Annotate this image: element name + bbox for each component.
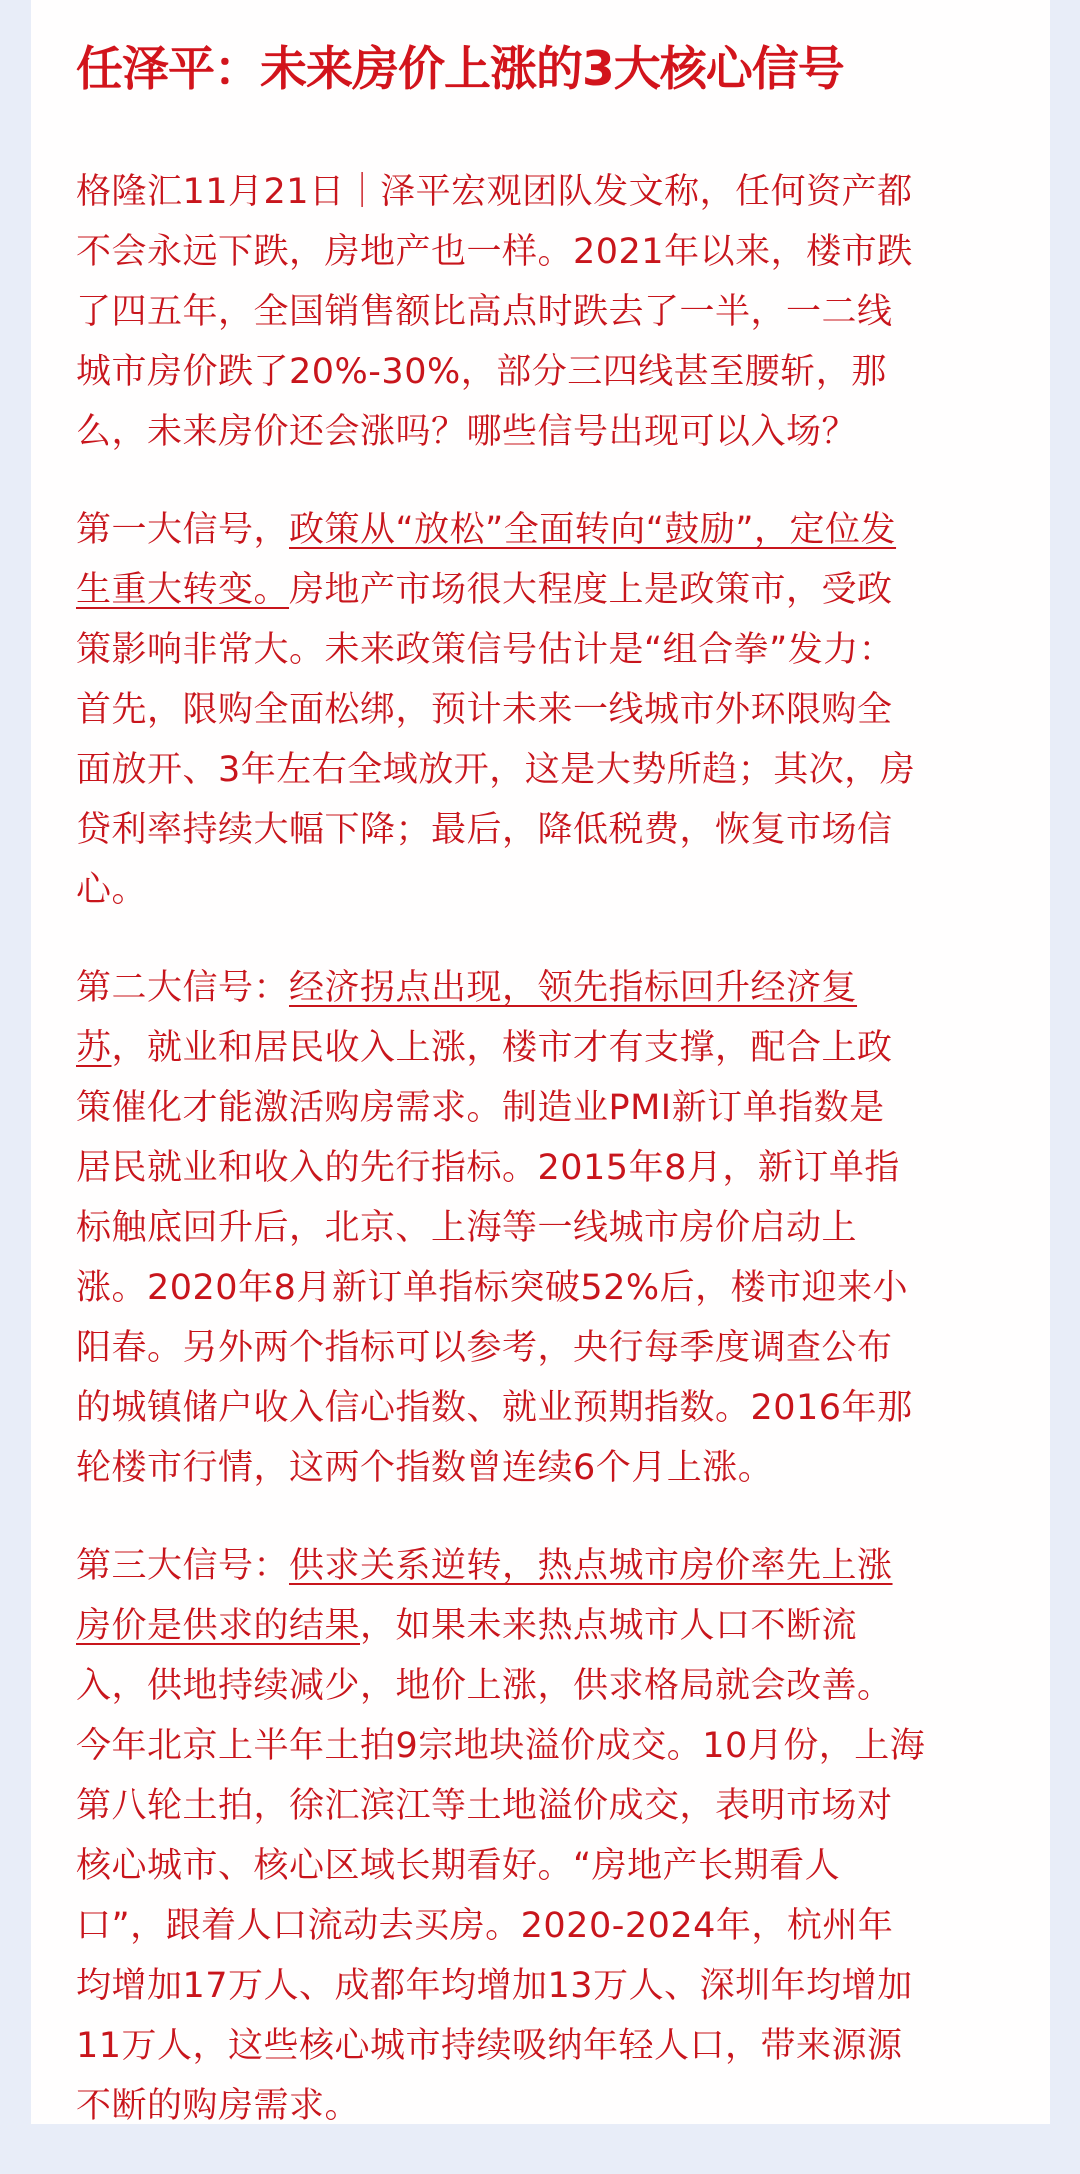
text-segment: 涨。2020年8月新订单指标突破52%后，楼市迎来小 [76, 1268, 909, 1308]
text-segment: 心。 [76, 870, 148, 910]
text-line [76, 1776, 1030, 1836]
text-segment: 今年北京上半年土拍9宗地块溢价成交。10月份，上海 [76, 1726, 926, 1766]
underlined-text: 经济拐点出现，领先指标回升经济复 [289, 968, 858, 1008]
text-line [76, 1018, 1030, 1078]
text-segment: 第一大信号， [76, 510, 290, 550]
text-line [76, 2016, 1030, 2076]
article-title: 任泽平：未来房价上涨的3大核心信号 [76, 42, 844, 97]
text-segment: 的城镇储户收入信心指数、就业预期指数。2016年那 [76, 1388, 913, 1428]
text-line [76, 402, 1030, 462]
text-segment: 么，未来房价还会涨吗？哪些信号出现可以入场？ [76, 412, 858, 452]
text-line [76, 560, 1030, 620]
text-line [76, 1078, 1030, 1138]
text-line [76, 958, 1030, 1018]
paragraph [76, 958, 1030, 1498]
underlined-text: 生重大转变。 [76, 570, 290, 610]
text-line [76, 1198, 1030, 1258]
text-segment: 面放开、3年左右全域放开，这是大势所趋；其次，房 [76, 750, 916, 790]
text-segment: 房地产市场很大程度上是政策市，受政 [289, 570, 893, 610]
text-line [76, 162, 1030, 222]
text-line [76, 500, 1030, 560]
text-segment: ，如果未来热点城市人口不断流 [360, 1606, 858, 1646]
text-line [76, 222, 1030, 282]
paragraph [76, 500, 1030, 920]
text-segment: 轮楼市行情，这两个指数曾连续6个月上涨。 [76, 1448, 774, 1488]
text-line [76, 1378, 1030, 1438]
text-line [76, 800, 1030, 860]
article-body [76, 162, 1030, 2174]
underlined-text: 房价是供求的结果 [76, 1606, 361, 1646]
paragraph [76, 1536, 1030, 2136]
text-segment: 第八轮土拍，徐汇滨江等土地溢价成交，表明市场对 [76, 1786, 893, 1826]
text-line [76, 1896, 1030, 1956]
text-line [76, 1956, 1030, 2016]
text-segment: 第三大信号： [76, 1546, 290, 1586]
text-segment: 居民就业和收入的先行指标。2015年8月，新订单指 [76, 1148, 900, 1188]
text-segment: 阳春。另外两个指标可以参考，央行每季度调查公布 [76, 1328, 893, 1368]
text-segment: 了四五年，全国销售额比高点时跌去了一半，一二线 [76, 292, 893, 332]
text-segment: 策影响非常大。未来政策信号估计是“组合拳”发力： [76, 630, 895, 670]
text-segment: 均增加17万人、成都年均增加13万人、深圳年均增加 [76, 1966, 913, 2006]
text-segment: 策催化才能激活购房需求。制造业PMI新订单指数是 [76, 1088, 885, 1128]
text-line [76, 2076, 1030, 2136]
text-segment: 核心城市、核心区域长期看好。“房地产长期看人 [76, 1846, 841, 1886]
text-segment: 不断的购房需求。 [76, 2086, 361, 2126]
text-segment: 第二大信号： [76, 968, 290, 1008]
text-segment: 入，供地持续减少，地价上涨，供求格局就会改善。 [76, 1666, 893, 1706]
text-segment: 不会永远下跌，房地产也一样。2021年以来，楼市跌 [76, 232, 913, 272]
article-card [31, 0, 1050, 2124]
text-segment: 口”，跟着人口流动去买房。2020-2024年，杭州年 [76, 1906, 894, 1946]
text-line [76, 740, 1030, 800]
text-line [76, 282, 1030, 342]
text-line [76, 1836, 1030, 1896]
text-line [76, 1318, 1030, 1378]
text-line [76, 1438, 1030, 1498]
text-segment: 11万人，这些核心城市持续吸纳年轻人口，带来源源 [76, 2026, 903, 2066]
text-segment: 标触底回升后，北京、上海等一线城市房价启动上 [76, 1208, 858, 1248]
text-segment: 首先，限购全面松绑，预计未来一线城市外环限购全 [76, 690, 893, 730]
text-line [76, 620, 1030, 680]
text-line [76, 342, 1030, 402]
text-segment: 城市房价跌了20%-30%，部分三四线甚至腰斩，那 [76, 352, 887, 392]
text-line [76, 680, 1030, 740]
text-segment: 格隆汇11月21日｜泽平宏观团队发文称，任何资产都 [76, 172, 913, 212]
text-segment: 贷利率持续大幅下降；最后，降低税费，恢复市场信 [76, 810, 893, 850]
text-line [76, 1138, 1030, 1198]
text-line [76, 1258, 1030, 1318]
underlined-text: 政策从“放松”全面转向“鼓励”，定位发 [289, 510, 897, 550]
text-segment: ，就业和居民收入上涨，楼市才有支撑，配合上政 [111, 1028, 893, 1068]
text-line [76, 1716, 1030, 1776]
text-line [76, 1656, 1030, 1716]
underlined-text: 供求关系逆转，热点城市房价率先上涨 [289, 1546, 893, 1586]
text-line [76, 1536, 1030, 1596]
text-line [76, 1596, 1030, 1656]
paragraph [76, 162, 1030, 462]
underlined-text: 苏 [76, 1028, 112, 1068]
text-line [76, 860, 1030, 920]
